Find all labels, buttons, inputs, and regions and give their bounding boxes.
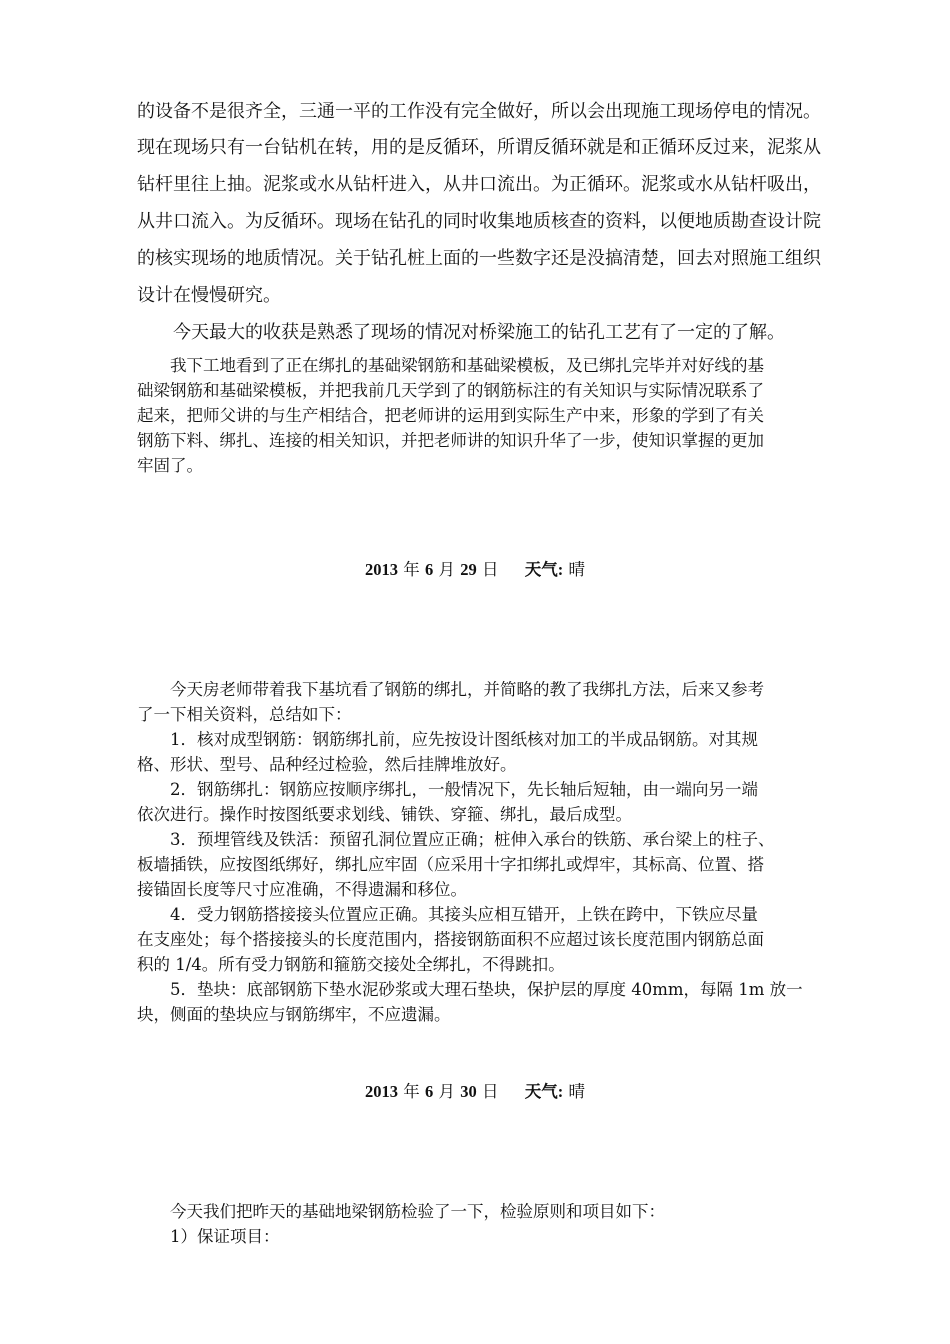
paragraph-line: 2．钢筋绑扎：钢筋应按顺序绑扎，一般情况下，先长轴后短轴，由一端向另一端 (137, 780, 758, 799)
paragraph-line: 今天房老师带着我下基坑看了钢筋的绑扎，并简略的教了我绑扎方法，后来又参考 (137, 680, 764, 699)
entry-date-heading (0, 1078, 950, 1102)
paragraph-line: 钢筋下料、绑扎、连接的相关知识，并把老师讲的知识升华了一步，使知识掌握的更加 (137, 431, 764, 450)
paragraph-line: 积的 1/4。所有受力钢筋和箍筋交接处全绑扎，不得跳扣。 (137, 955, 565, 974)
paragraph-line: 依次进行。操作时按图纸要求划线、铺铁、穿箍、绑扎，最后成型。 (137, 805, 632, 824)
date-day-unit: 日 (482, 560, 499, 579)
paragraph-line: 今天我们把昨天的基础地梁钢筋检验了一下，检验原则和项目如下： (137, 1202, 665, 1221)
paragraph-line: 了一下相关资料，总结如下： (137, 705, 352, 724)
paragraph-line: 今天最大的收获是熟悉了现场的情况对桥梁施工的钻孔工艺有了一定的了解。 (137, 322, 785, 343)
paragraph-line: 的核实现场的地质情况。关于钻孔桩上面的一些数字还是没搞清楚，回去对照施工组织 (137, 248, 821, 269)
date-year-unit: 年 (403, 1082, 420, 1101)
date-month: 6 (425, 1082, 434, 1101)
paragraph-line: 钻杆里往上抽。泥浆或水从钻杆进入，从井口流出。为正循环。泥浆或水从钻杆吸出， (137, 174, 821, 195)
date-year: 2013 (365, 560, 398, 579)
paragraph-line: 起来，把师父讲的与生产相结合，把老师讲的运用到实际生产中来，形象的学到了有关 (137, 406, 764, 425)
date-month-unit: 月 (438, 1082, 455, 1101)
paragraph-line: 现在现场只有一台钻机在转，用的是反循环，所谓反循环就是和正循环反过来，泥浆从 (137, 137, 821, 158)
date-month: 6 (425, 560, 434, 579)
date-month-unit: 月 (438, 560, 455, 579)
paragraph-line: 接锚固长度等尺寸应准确，不得遗漏和移位。 (137, 880, 467, 899)
weather-value: 晴 (568, 1082, 585, 1101)
date-day: 30 (460, 1082, 477, 1101)
paragraph-line: 块，侧面的垫块应与钢筋绑牢，不应遗漏。 (137, 1005, 451, 1024)
paragraph-line: 牢固了。 (137, 456, 203, 475)
paragraph-line: 格、形状、型号、品种经过检验，然后挂牌堆放好。 (137, 755, 517, 774)
paragraph-line: 在支座处；每个搭接接头的长度范围内，搭接钢筋面积不应超过该长度范围内钢筋总面 (137, 930, 764, 949)
paragraph-line: 4．受力钢筋搭接接头位置应正确。其接头应相互错开，上铁在跨中，下铁应尽量 (137, 905, 758, 924)
paragraph-line: 的设备不是很齐全，三通一平的工作没有完全做好，所以会出现施工现场停电的情况。 (137, 101, 821, 122)
date-year: 2013 (365, 1082, 398, 1101)
date-year-unit: 年 (403, 560, 420, 579)
weather-label: 天气: (524, 560, 564, 579)
paragraph-line: 1．核对成型钢筋：钢筋绑扎前，应先按设计图纸核对加工的半成品钢筋。对其规 (137, 730, 758, 749)
paragraph-line: 5．垫块：底部钢筋下垫水泥砂浆或大理石垫块，保护层的厚度 40mm，每隔 1m 放一 (137, 980, 803, 999)
paragraph-line: 1）保证项目： (137, 1227, 280, 1246)
weather-value: 晴 (568, 560, 585, 579)
paragraph-line: 板墙插铁，应按图纸绑好，绑扎应牢固（应采用十字扣绑扎或焊牢，其标高、位置、搭 (137, 855, 764, 874)
paragraph-line: 3．预埋管线及铁活：预留孔洞位置应正确；桩伸入承台的铁筋、承台梁上的柱子、 (137, 830, 775, 849)
paragraph-line: 从井口流入。为反循环。现场在钻孔的同时收集地质核查的资料，以便地质勘查设计院 (137, 211, 821, 232)
paragraph-line: 础梁钢筋和基础梁模板，并把我前几天学到了的钢筋标注的有关知识与实际情况联系了 (137, 381, 764, 400)
paragraph-line: 设计在慢慢研究。 (137, 285, 281, 306)
weather-label: 天气: (524, 1082, 564, 1101)
date-day: 29 (460, 560, 477, 579)
paragraph-line: 我下工地看到了正在绑扎的基础梁钢筋和基础梁模板，及已绑扎完毕并对好线的基 (137, 356, 764, 375)
entry-date-heading (0, 556, 950, 580)
date-day-unit: 日 (482, 1082, 499, 1101)
